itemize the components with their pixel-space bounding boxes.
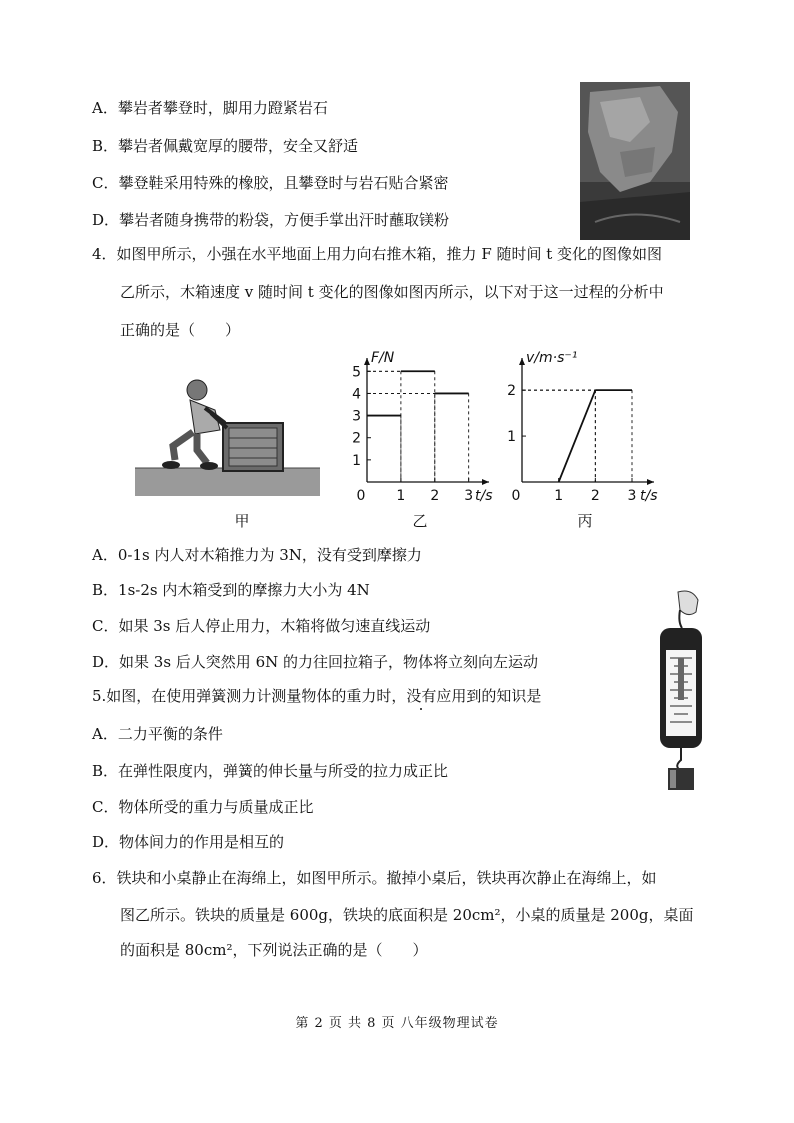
x-axis-arrow xyxy=(647,479,654,485)
x-tick-label: 0 xyxy=(511,488,521,504)
q5-option-c: C．物体所受的重力与质量成正比 xyxy=(92,798,314,816)
x-axis-label: t/s xyxy=(640,488,658,504)
q4-option-d: D．如果 3s 后人突然用 6N 的力往回拉箱子，物体将立刻向左运动 xyxy=(92,653,539,671)
y-axis-label: F/N xyxy=(371,350,395,366)
caption-jia: 甲 xyxy=(234,512,250,530)
q3-option-d: D．攀岩者随身携带的粉袋，方便手掌出汗时蘸取镁粉 xyxy=(92,211,450,229)
x-axis-label: t/s xyxy=(475,488,493,504)
x-tick-label: 2 xyxy=(590,488,600,504)
caption-bing: 丙 xyxy=(577,512,593,530)
q6-stem-line-3: 的面积是 80cm²，下列说法正确的是（ ） xyxy=(120,941,428,959)
q6-stem-line-2: 图乙所示。铁块的质量是 600g，铁块的底面积是 20cm²，小桌的质量是 200g，桌面 xyxy=(120,906,694,924)
x-tick-label: 0 xyxy=(356,488,366,504)
x-tick-label: 1 xyxy=(554,488,564,504)
y-tick-label: 2 xyxy=(352,430,361,447)
y-tick-label: 4 xyxy=(352,386,361,403)
x-axis-arrow xyxy=(482,479,489,485)
y-tick-label: 3 xyxy=(352,408,361,425)
q4-option-a: A．0-1s 内人对木箱推力为 3N，没有受到摩擦力 xyxy=(92,546,422,564)
x-tick-label: 3 xyxy=(464,488,474,504)
q5-option-a: A．二力平衡的条件 xyxy=(92,725,223,743)
q5-stem: 5.如图，在使用弹簧测力计测量物体的重力时，没有应用到的知识是 xyxy=(92,687,542,705)
q3-option-c: C．攀登鞋采用特殊的橡胶，且攀登时与岩石贴合紧密 xyxy=(92,174,449,192)
force-time-chart xyxy=(340,348,500,508)
y-tick-label: 2 xyxy=(507,383,516,400)
spring-scale-illustration xyxy=(648,588,712,793)
q4-stem-line-1: 4．如图甲所示，小强在水平地面上用力向右推木箱，推力 F 随时间 t 变化的图像如图 xyxy=(92,245,663,263)
velocity-time-chart xyxy=(498,348,668,508)
q3-option-b: B．攀岩者佩戴宽厚的腰带，安全又舒适 xyxy=(92,137,359,155)
q4-stem-line-3: 正确的是（ ） xyxy=(120,321,241,339)
q4-option-b: B．1s-2s 内木箱受到的摩擦力大小为 4N xyxy=(92,581,370,599)
x-tick-label: 1 xyxy=(396,488,406,504)
page-footer: 第 2 页 共 8 页 八年级物理试卷 xyxy=(295,1016,499,1031)
data-segment xyxy=(559,390,596,482)
x-tick-label: 2 xyxy=(430,488,440,504)
y-tick-label: 5 xyxy=(352,364,361,381)
q3-option-a: A．攀岩者攀登时，脚用力蹬紧岩石 xyxy=(92,99,328,117)
y-tick-label: 1 xyxy=(352,452,361,469)
q4-stem-line-2: 乙所示，木箱速度 v 随时间 t 变化的图像如图丙所示，以下对于这一过程的分析中 xyxy=(120,283,664,301)
y-axis-arrow xyxy=(364,358,370,365)
rock-climbing-photo xyxy=(580,82,690,240)
q6-stem-line-1: 6．铁块和小桌静止在海绵上，如图甲所示。撤掉小桌后，铁块再次静止在海绵上，如 xyxy=(92,869,657,887)
y-tick-label: 1 xyxy=(507,429,516,446)
y-axis-arrow xyxy=(519,358,525,365)
caption-yi: 乙 xyxy=(412,512,428,530)
x-tick-label: 3 xyxy=(627,488,637,504)
q5-option-d: D．物体间力的作用是相互的 xyxy=(92,833,285,851)
q5-option-b: B．在弹性限度内，弹簧的伸长量与所受的拉力成正比 xyxy=(92,762,449,780)
y-axis-label: v/m·s⁻¹ xyxy=(526,350,578,366)
boy-pushing-box-illustration xyxy=(135,368,320,496)
q4-option-c: C．如果 3s 后人停止用力，木箱将做匀速直线运动 xyxy=(92,617,431,635)
